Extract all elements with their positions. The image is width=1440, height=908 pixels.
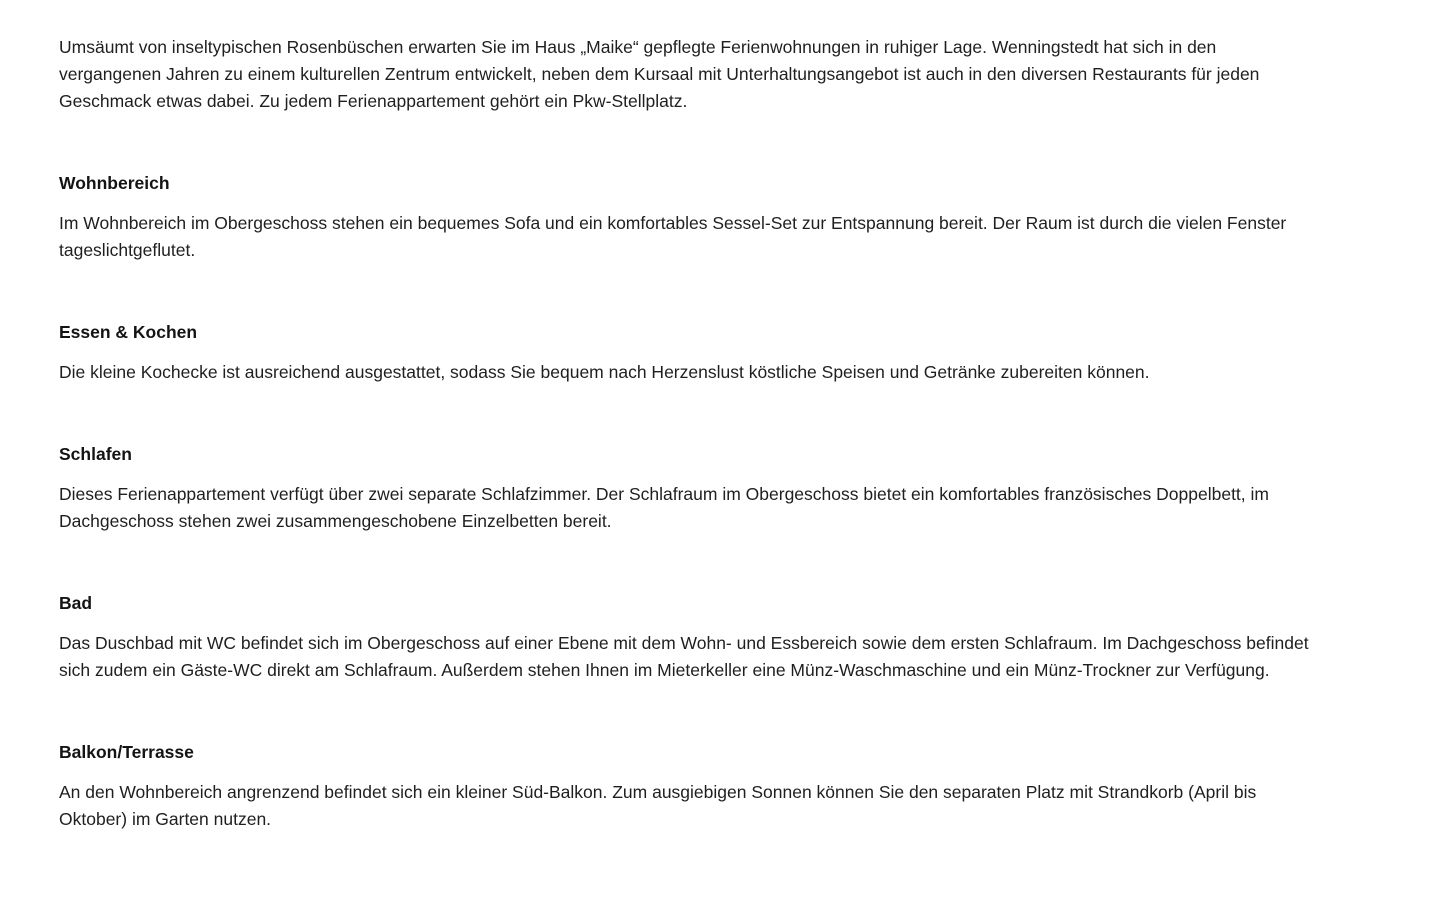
section-heading-balkon-terrasse: Balkon/Terrasse [59,742,194,762]
section-bad [59,590,1400,684]
section-heading-schlafen: Schlafen [59,444,132,464]
section-balkon-terrasse [59,739,1400,833]
section-body-essen-kochen: Die kleine Kochecke ist ausreichend ausgestattet, sodass Sie bequem nach Herzenslust köstliche Speisen und Getränke zubereiten können. [59,362,1150,382]
section-heading-essen-kochen: Essen & Kochen [59,322,198,342]
section-heading-bad: Bad [59,593,93,613]
section-body-bad: Das Duschbad mit WC befindet sich im Obergeschoss auf einer Ebene mit dem Wohn- und Essbereich sowie dem ersten Schlafraum. Im Dachgeschoss befindet sich zudem ein Gäste-WC direkt am Schlafraum. Außerdem stehen Ihnen im Mieterkeller eine Münz-Waschmaschine und ein Münz-Trockner zur Verfügung. [59,633,1309,680]
section-body-schlafen: Dieses Ferienappartement verfügt über zwei separate Schlafzimmer. Der Schlafraum im Obergeschoss bietet ein komfortables französisches Doppelbett, im Dachgeschoss stehen zwei zusammengeschobene Einzelbetten bereit. [59,484,1269,531]
section-body-wohnbereich: Im Wohnbereich im Obergeschoss stehen ein bequemes Sofa und ein komfortables Sessel-Set zur Entspannung bereit. Der Raum ist durch die vielen Fenster tageslichtgeflutet. [59,213,1287,260]
section-wohnbereich [59,170,1400,264]
section-schlafen [59,441,1400,535]
intro-paragraph: Umsäumt von inseltypischen Rosenbüschen erwarten Sie im Haus „Maike“ gepflegte Ferienwohnungen in ruhiger Lage. Wenningstedt hat sich in den vergangenen Jahren zu einem kulturellen Zentrum entwickelt, neben dem Kursaal mit Unterhaltungsangebot ist auch in den diversen Restaurants für jeden Geschmack etwas dabei. Zu jedem Ferienappartement gehört ein Pkw-Stellplatz. [59,37,1260,111]
section-essen-kochen [59,319,1400,386]
section-body-balkon-terrasse: An den Wohnbereich angrenzend befindet sich ein kleiner Süd-Balkon. Zum ausgiebigen Sonnen können Sie den separaten Platz mit Strandkorb (April bis Oktober) im Garten nutzen. [59,782,1257,829]
section-heading-wohnbereich: Wohnbereich [59,173,170,193]
